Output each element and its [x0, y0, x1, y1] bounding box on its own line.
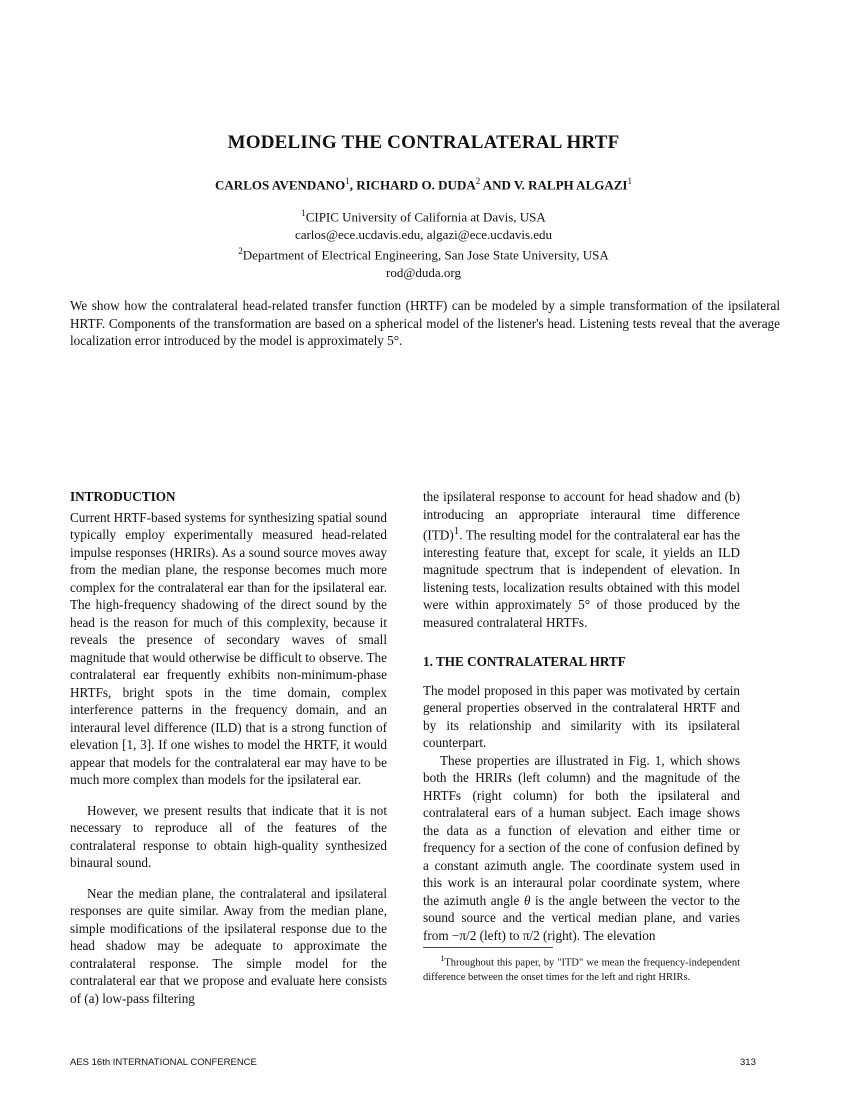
- section1-paragraph-2: These properties are illustrated in Fig. 1, which shows both the HRIRs (left column) and the magnitude of the HRTFs (right column) for both the ipsilateral and contralateral ears of a human subject. Each image shows the data as a function of elevation and either time or frequency for a section of the cone of confusion defined by a constant azimuth angle. The coordinate system used in this work is an interaural polar coordinate system, where the azimuth angle θ is the angle between the vector to the sound source and the vertical median plane, and varies from −π/2 (left) to π/2 (right). The elevation: [423, 752, 740, 943]
- section-heading-contralateral-hrtf: 1. THE CONTRALATERAL HRTF: [423, 654, 626, 670]
- author-1: CARLOS AVENDANO: [215, 177, 346, 193]
- footnote-mark: 1: [453, 525, 460, 537]
- author-3-affiliation-mark: 1: [627, 176, 632, 186]
- footer-page-number: 313: [740, 1057, 756, 1068]
- pi-over-2-right: π/2: [522, 927, 540, 943]
- author-2-affiliation-mark: 2: [475, 176, 481, 186]
- affiliation-2-email: rod@duda.org: [386, 265, 461, 281]
- section1-paragraph-1: The model proposed in this paper was motivated by certain general properties observed in the contralateral HRTF and by its relationship and similarity with its ipsilateral counterpart.: [423, 682, 740, 751]
- intro-paragraph-2: However, we present results that indicate that it is not necessary to reproduce all of the features of the contralateral response to obtain high-quality synthesized binaural sound.: [70, 802, 387, 870]
- paper-title: MODELING THE CONTRALATERAL HRTF: [227, 132, 620, 153]
- affiliations: [0, 205, 847, 282]
- affiliation-2: $^2$Department of Electrical Engineering, San Jose State University, USA: [238, 246, 609, 263]
- left-column: [70, 488, 387, 1007]
- author-1-affiliation-mark: 1: [345, 176, 350, 186]
- author-2: , RICHARD O. DUDA: [349, 177, 476, 193]
- footnote-rule: [423, 947, 553, 948]
- theta-symbol: θ: [523, 892, 531, 908]
- right-column: [423, 488, 740, 985]
- intro-continuation: the ipsilateral response to account for head shadow and (b) introducing an appropriate interaural time difference (ITD)$^1$. The resulting model for the contralateral ear has the interesting feature that, except for scale, it yields an ILD magnitude spectrum that is independent of elevation. In listening tests, localization results obtained with this model were within approximately 5° of those produced by the measured contralateral HRTFs.: [423, 489, 740, 630]
- affiliation-1-emails: carlos@ece.ucdavis.edu, algazi@ece.ucdavis.edu: [294, 226, 553, 242]
- affiliation-1: $^1$CIPIC University of California at Davis, USA: [301, 208, 546, 225]
- author-list: [0, 176, 847, 193]
- section-heading-introduction: INTRODUCTION: [70, 489, 176, 504]
- intro-paragraph-1: Current HRTF-based systems for synthesizing spatial sound typically employ experimentally measured head-related impulse responses (HRIRs). As a sound source moves away from the median plane, the response becomes much more complex for the contralateral ear than for the ipsilateral ear. The high-frequency shadowing of the direct sound by the head is the reason for much of this complexity, because it reveals the presence of secondary waves of small magnitude that would otherwise be difficult to observe. The contralateral ear frequently exhibits non-minimum-phase HRTFs, bright spots in the time domain, complex interference patterns in the frequency domain, and an interaural level difference (ILD) that is a strong function of elevation [1, 3]. If one wishes to model the HRTF, it would appear that models for the contralateral ear may have to be much more complex than models for the ipsilateral ear.: [70, 509, 387, 787]
- pi-over-2-left: π/2: [459, 927, 477, 943]
- footnote: $^1$Throughout this paper, by "ITD" we mean the frequency-independent difference between the onset times for the left and right HRIRs.: [423, 953, 740, 983]
- abstract: We show how the contralateral head-related transfer function (HRTF) can be modeled by a simple transformation of the ipsilateral HRTF. Components of the transformation are based on a spherical model of the listener's head. Listening tests reveal that the average localization error introduced by the model is approximately 5°.: [70, 298, 780, 348]
- footer-conference: AES 16th INTERNATIONAL CONFERENCE: [70, 1057, 257, 1068]
- intro-paragraph-3: Near the median plane, the contralateral and ipsilateral responses are quite similar. Away from the median plane, simple modifications of the ipsilateral response due to the head shadow may be adequate to approximate the contralateral response. The simple model for the contralateral ear that we propose and evaluate here consists of (a) low-pass filtering: [70, 885, 387, 1006]
- author-3: AND V. RALPH ALGAZI: [480, 177, 628, 193]
